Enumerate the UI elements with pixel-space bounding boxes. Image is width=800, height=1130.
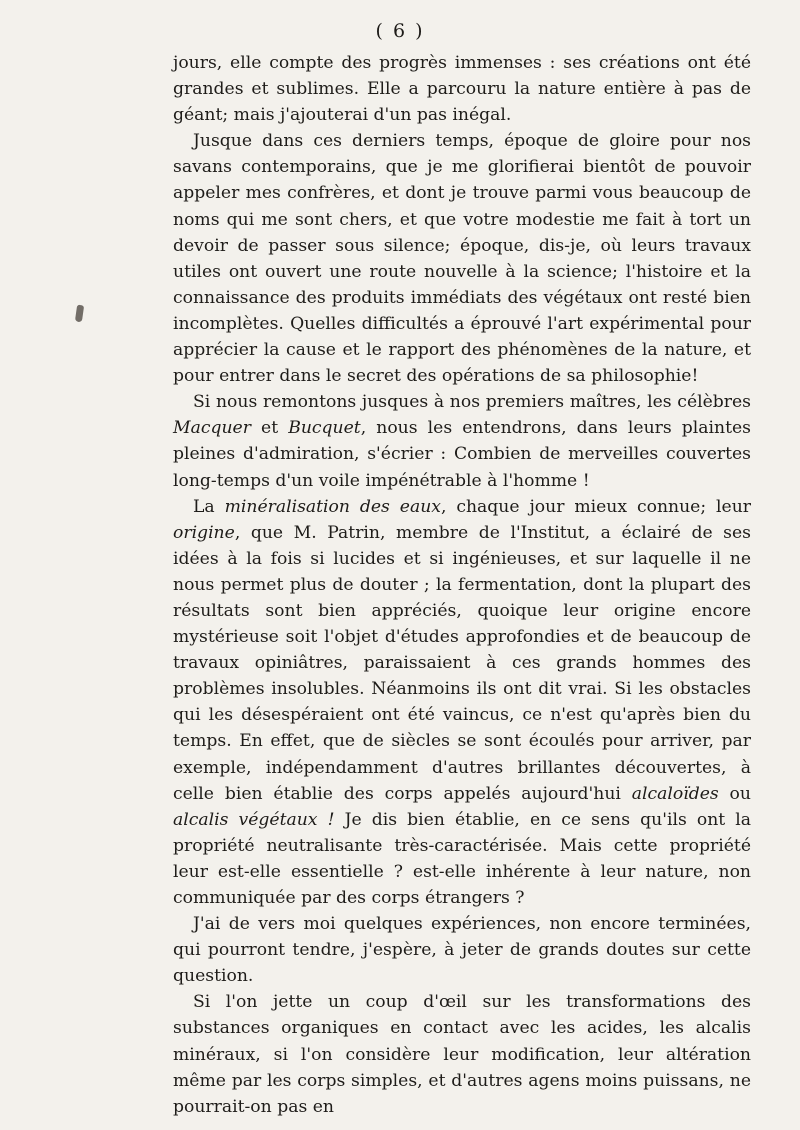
paragraph-4-part-e: Je dis bien établie, en ce sens qu'ils ont la propriété neutralisante très-caractérisée. Mais cette propriété leur est-elle essentielle ? est-elle inhérente à leur nature, non communiquée par des corps étrangers ? xyxy=(173,809,751,908)
name-macquer: Macquer xyxy=(173,418,251,439)
paragraph-4 xyxy=(173,494,751,912)
paragraph-5: J'ai de vers moi quelques expériences, non encore terminées, qui pourront tendre, j'espère, à jeter de grands doutes sur cette question. xyxy=(173,914,751,987)
term-mineralisation: minéralisation des eaux xyxy=(224,496,441,517)
body-text xyxy=(173,50,751,1120)
paragraph-3 xyxy=(173,389,751,493)
paragraph-3-part-a: Si nous remontons jusques à nos premiers maîtres, les célèbres xyxy=(193,392,751,413)
paragraph-3-part-b: et xyxy=(250,418,289,439)
paragraph-3-part-c: , nous les entendrons, dans leurs plaintes pleines d'admiration, s'écrier : Combien de merveilles couvertes long-temps d'un voile impénétrable à l'homme ! xyxy=(173,418,751,491)
term-alcalis-vegetaux: alcalis végétaux ! xyxy=(173,809,335,830)
paragraph-4-part-d: ou xyxy=(718,783,751,804)
paragraph-1: jours, elle compte des progrès immenses : ses créations ont été grandes et sublimes. Elle a parcouru la nature entière à pas de géant; mais j'ajouterai d'un pas inégal. xyxy=(173,53,751,126)
paragraph-2: Jusque dans ces derniers temps, époque de gloire pour nos savans contemporains, que je me glorifierai bientôt de pouvoir appeler mes confrères, et dont je trouve parmi vous beaucoup de noms qui me sont chers, et que votre modestie me fait à tort un devoir de passer sous silence; époque, dis-je, où leurs travaux utiles ont ouvert une route nouvelle à la science; l'histoire et la connaissance des produits immédiats des végétaux ont resté bien incomplètes. Quelles difficultés a éprouvé l'art expérimental pour apprécier la cause et le rapport des phénomènes de la nature, et pour entrer dans le secret des opérations de sa philosophie! xyxy=(173,131,751,387)
term-origine: origine xyxy=(173,522,235,543)
ink-blot xyxy=(75,305,84,323)
name-bucquet: Bucquet xyxy=(288,418,361,439)
paragraph-4-part-c: , que M. Patrin, membre de l'Institut, a éclairé de ses idées à la fois si lucides et si ingénieuses, et sur laquelle il ne nous permet plus de douter ; la fermentation, dont la plupart des résultats sont bien appréciés, quoique leur origine encore mystérieuse soit l'objet d'études approfondies et de beaucoup de travaux opiniâtres, paraissaient à ces grands hommes des problèmes insolubles. Néanmoins ils ont dit vrai. Si les obstacles qui les désespéraient ont été vaincus, ce n'est qu'après bien du temps. En effet, que de siècles se sont écoulés pour arriver, par exemple, indépendamment d'autres brillantes découvertes, à celle bien établie des corps appelés aujourd'hui xyxy=(173,522,751,804)
term-alcaloides: alcaloïdes xyxy=(631,783,719,804)
page-number: ( 6 ) xyxy=(375,20,425,42)
paragraph-4-part-b: , chaque jour mieux connue; leur xyxy=(440,496,751,517)
paragraph-4-part-a: La xyxy=(193,496,225,517)
paragraph-6: Si l'on jette un coup d'œil sur les transformations des substances organiques en contact avec les acides, les alcalis minéraux, si l'on considère leur modification, leur altération même par les corps simples, et d'autres agens moins puissans, ne pourrait-on pas en xyxy=(173,992,751,1117)
